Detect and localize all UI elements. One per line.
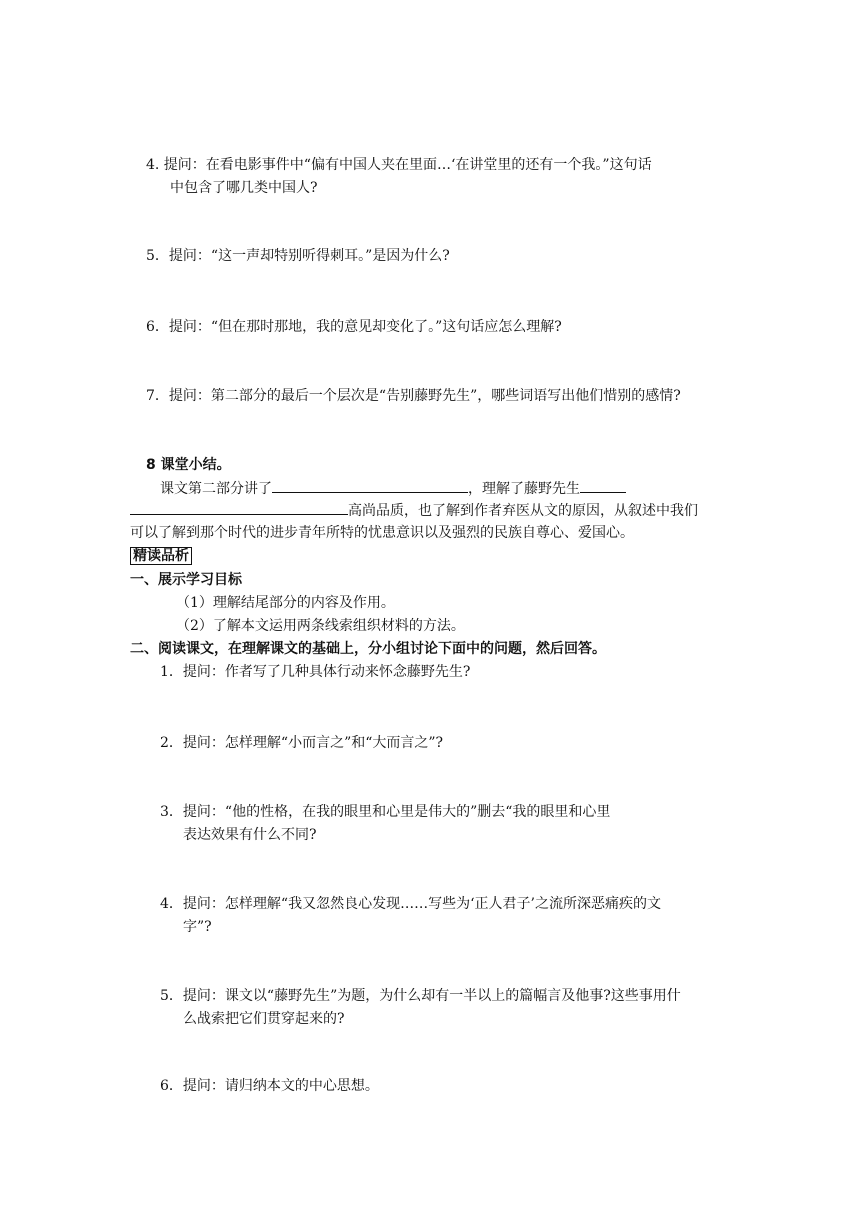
summary-text-start: 课文第二部分讲了 <box>160 481 272 497</box>
summary-line-2 <box>130 500 698 521</box>
summary-heading: 8 课堂小结。 <box>146 457 231 473</box>
reading-question-5-line-1: 5．提问：课文以“藤野先生”为题，为什么却有一半以上的篇幅言及他事?这些事用什 <box>160 988 681 1004</box>
reading-question-6: 6．提问：请归纳本文的中心思想。 <box>160 1078 379 1094</box>
reading-question-4-line-1: 4．提问：怎样理解“我又忽然良心发现……写些为‘正人君子’之流所深恶痛疾的文 <box>160 896 661 912</box>
reading-question-3-line-2: 表达效果有什么不同? <box>183 827 317 843</box>
goal-1: （1）理解结尾部分的内容及作用。 <box>176 595 395 611</box>
summary-text-mid: ，理解了藤野先生 <box>468 481 580 497</box>
fill-in-blank-2a[interactable] <box>580 478 626 493</box>
close-reading-title <box>130 546 192 566</box>
question-4-line-2: 中包含了哪几类中国人? <box>170 180 318 196</box>
fill-in-blank-2b[interactable] <box>130 500 348 515</box>
question-4-line-1: 4. 提问：在看电影事件中“偏有中国人夹在里面…‘在讲堂里的还有一个我。”这句话 <box>146 157 652 173</box>
reading-question-4-line-2: 字”? <box>183 919 212 935</box>
reading-question-1: 1．提问：作者写了几种具体行动来怀念藤野先生? <box>160 664 471 680</box>
goal-2: （2）了解本文运用两条线索组织材料的方法。 <box>176 618 465 634</box>
question-7: 7．提问：第二部分的最后一个层次是“告别藤野先生”，哪些词语写出他们惜别的感情? <box>146 388 681 404</box>
section-2-heading: 二、阅读课文，在理解课文的基础上，分小组讨论下面中的问题，然后回答。 <box>130 641 606 657</box>
reading-question-5-line-2: 么战索把它们贯穿起来的? <box>183 1011 345 1027</box>
question-5: 5．提问：“这一声却特别听得刺耳。”是因为什么? <box>146 248 450 264</box>
question-6: 6．提问：“但在那时那地，我的意见却变化了。”这句话应怎么理解? <box>146 319 562 335</box>
fill-in-blank-1[interactable] <box>272 478 468 493</box>
summary-text-cont: 高尚品质，也了解到作者弃医从文的原因，从叙述中我们 <box>348 503 698 519</box>
reading-question-2: 2．提问：怎样理解“小而言之”和“大而言之”? <box>160 735 444 751</box>
summary-line-3: 可以了解到那个时代的进步青年所特的忧患意识以及强烈的民族自尊心、爱国心。 <box>130 525 634 541</box>
reading-question-3-line-1: 3．提问：“他的性格，在我的眼里和心里是伟大的”删去“我的眼里和心里 <box>160 804 611 820</box>
summary-line-1 <box>160 478 626 499</box>
close-reading-box: 精读品析 <box>130 547 192 565</box>
section-1-heading: 一、展示学习目标 <box>130 572 242 588</box>
